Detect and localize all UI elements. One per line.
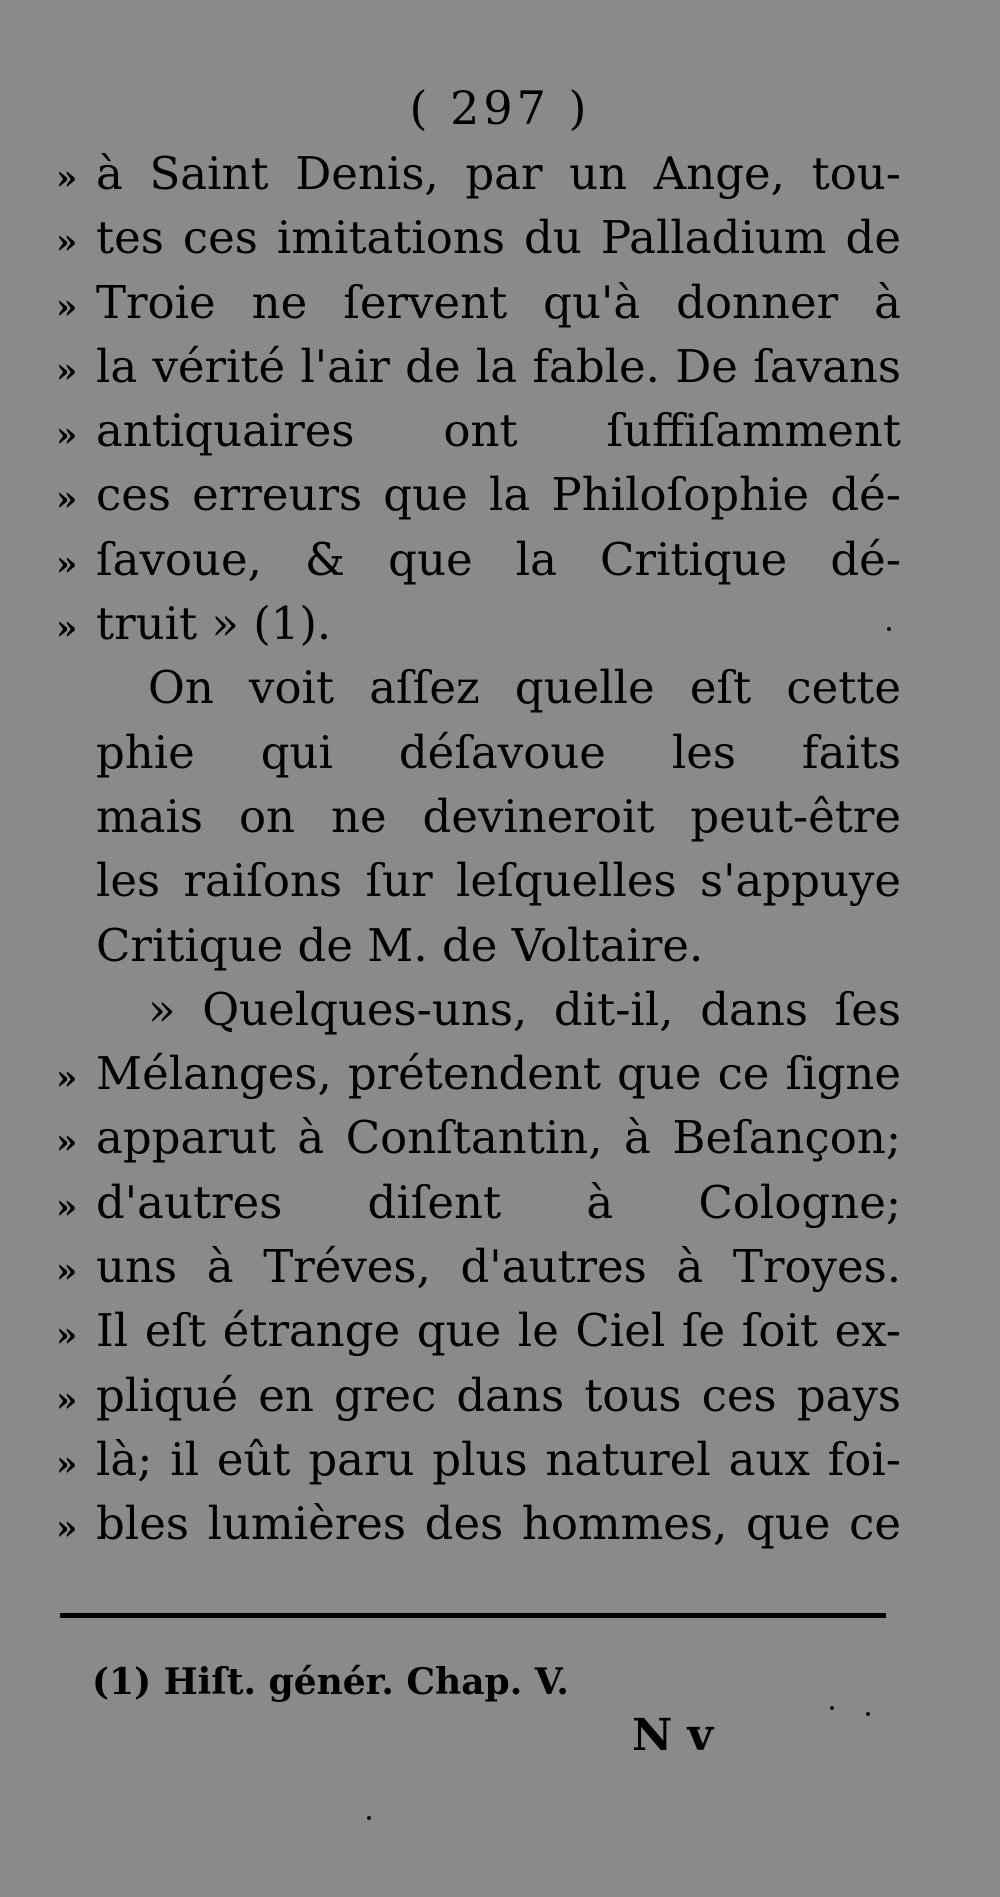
page-number: ( 297 )	[409, 81, 591, 135]
text-line	[56, 1364, 901, 1428]
text-line	[56, 335, 901, 399]
quote-mark: »	[56, 158, 78, 198]
line-text: antiquaires ont ſuffiſamment	[96, 404, 901, 458]
line-text: truit » (1).	[96, 597, 332, 651]
text-line	[56, 1492, 901, 1556]
quote-mark: »	[56, 350, 78, 391]
line-text: d'autres diſent à Cologne;	[96, 1175, 901, 1229]
quote-mark: »	[56, 543, 78, 584]
ink-speck	[367, 1816, 371, 1820]
text-line	[56, 271, 901, 335]
line-text: Il eſt étrange que le Ciel ſe ſoit ex-	[96, 1304, 901, 1358]
quote-mark: »	[56, 608, 78, 649]
line-text: bles lumières des hommes, que ce	[96, 1497, 901, 1551]
text-line	[56, 399, 901, 463]
ink-speck	[887, 627, 891, 631]
quote-mark: »	[56, 479, 78, 520]
signature-mark: N v	[632, 1710, 714, 1761]
footnote: (1) Hiſt. génér. Chap. V.	[92, 1661, 569, 1703]
text-line	[56, 721, 901, 785]
line-text: tes ces imitations du Palladium de	[96, 211, 901, 265]
ink-speck	[830, 1706, 834, 1710]
text-line	[56, 463, 901, 527]
text-line	[56, 914, 901, 978]
text-line	[56, 849, 901, 913]
line-text: à Saint Denis, par un Ange, tou-	[96, 147, 901, 200]
line-text: mais on ne devineroit peut-être	[96, 789, 901, 843]
text-line	[56, 1299, 901, 1363]
line-text: la vérité l'air de la fable. De ſavans	[96, 339, 901, 393]
line-text: ces erreurs que la Philoſophie dé-	[96, 468, 901, 522]
line-text: apparut à Conſtantin, à Beſançon;	[96, 1111, 901, 1165]
text-line	[56, 1428, 901, 1492]
line-text: Critique de M. de Voltaire.	[96, 918, 704, 972]
text-line	[56, 206, 901, 270]
quote-mark: »	[56, 1443, 78, 1484]
line-text: Troie ne ſervent qu'à donner à	[96, 275, 901, 329]
line-text: ſavoue, & que la Critique dé-	[96, 532, 901, 586]
quote-mark: »	[56, 1122, 78, 1163]
line-text: phie qui déſavoue les faits	[96, 725, 901, 779]
quote-mark: »	[56, 1251, 78, 1292]
quote-mark: »	[56, 222, 78, 263]
quote-mark: »	[56, 415, 78, 456]
line-text: là; il eût paru plus naturel aux foi-	[96, 1432, 901, 1486]
body-text	[56, 142, 901, 1557]
text-line	[56, 978, 901, 1042]
text-line	[56, 785, 901, 849]
quote-mark: »	[56, 286, 78, 327]
text-line	[56, 1171, 901, 1235]
text-line	[56, 142, 901, 206]
text-line	[56, 656, 901, 720]
line-text: On voit aſſez quelle eſt cette	[148, 661, 901, 715]
line-text: les raiſons ſur leſquelles s'appuye	[96, 854, 901, 908]
line-text: uns à Tréves, d'autres à Troyes.	[96, 1240, 901, 1294]
text-line	[56, 1235, 901, 1299]
quote-mark: »	[56, 1379, 78, 1420]
footnote-rule	[60, 1613, 886, 1618]
text-line	[56, 592, 901, 656]
quote-mark: »	[56, 1315, 78, 1356]
text-line	[56, 1042, 901, 1106]
text-line	[56, 528, 901, 592]
line-text: Mélanges, prétendent que ce ſigne	[96, 1047, 901, 1101]
text-line	[56, 1106, 901, 1170]
quote-mark: »	[56, 1058, 78, 1099]
ink-speck	[866, 1712, 870, 1716]
line-text: pliqué en grec dans tous ces pays	[96, 1368, 901, 1422]
quote-mark: »	[56, 1186, 78, 1227]
quote-mark: »	[56, 1508, 78, 1549]
line-text: » Quelques-uns, dit-il, dans ſes	[148, 982, 901, 1036]
